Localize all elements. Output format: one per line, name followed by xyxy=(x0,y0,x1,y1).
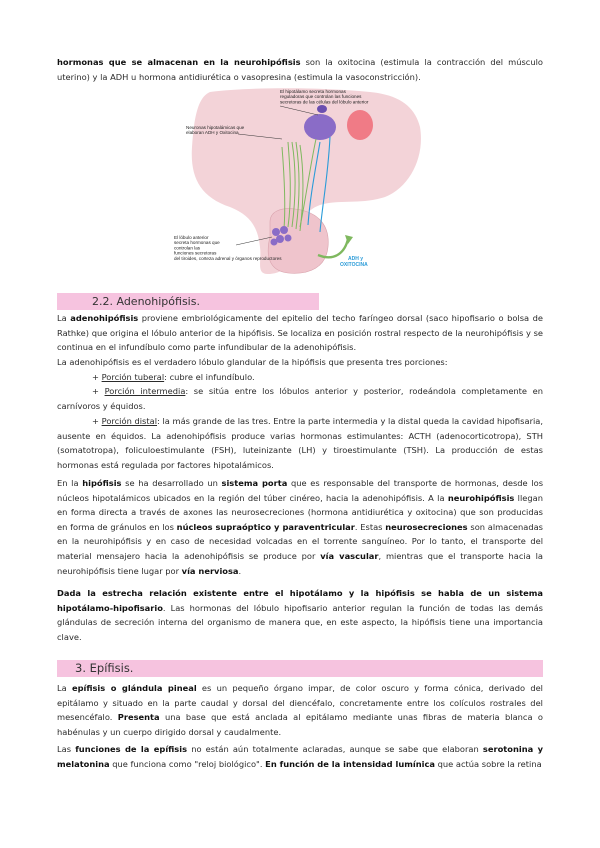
label-adh-line-1: ADH y xyxy=(348,256,364,262)
bullet-tuberal-text: : cubre el infundíbulo. xyxy=(164,372,255,382)
p3-bold-neurosecreciones: neurosecreciones xyxy=(385,521,468,532)
p3-bold-via-vascular: vía vascular xyxy=(320,550,379,561)
p3-pre: En la xyxy=(57,478,83,488)
label-adh-line-2: OXITOCINA xyxy=(340,262,368,268)
intro-paragraph xyxy=(57,55,543,84)
p4-text: . Las hormonas del lóbulo hipofisario anterior regulan la función de todas las demás glándulas de secreción interna del organismo de manera que, en este aspecto, la hipófisis tiene una importancia clave. xyxy=(57,602,543,642)
p3-t7: . xyxy=(238,565,242,576)
ep1-t2: una base que está anclada al epitálamo mediante unas fibras de materia blanca o habénulas y un cuerpo dirigido dorsal y caudalmente. xyxy=(57,712,543,737)
label-bottom-line-1: El lóbulo anterior xyxy=(174,235,209,240)
p3-t3: llegan en forma directa a través de axones las neurosecreciones (hormona antidiurética y oxitocina) que son producidas en forma de gránulos en los xyxy=(57,492,543,532)
adeno-paragraph-1 xyxy=(57,311,543,355)
label-bottom-line-4: funciones secretoras xyxy=(174,250,217,256)
bullet-marker-3: + xyxy=(92,416,102,426)
neuron-cell-body xyxy=(304,114,336,140)
neuron-nucleus xyxy=(317,105,327,113)
section-22-heading: 2.2. Adenohipófisis. xyxy=(92,295,200,308)
label-left-line-2: elaboran ADH y Oxitocina xyxy=(186,130,239,136)
adeno-p1-text: proviene embriológicamente del epitelio del techo faríngeo dorsal (saco hipofisario o bolsa de Rathke) que origina el lóbulo anterior de la hipófisis. Se localiza en posición rostral respecto de la neurohipófisis y se continua en el infundíbulo como parte infundibular de la adenohipófisis. xyxy=(57,313,543,353)
p3-bold-neurohipofisis: neurohipófisis xyxy=(447,492,515,503)
ep1-pre: La xyxy=(57,683,72,693)
bullet-marker-2: + xyxy=(92,386,105,396)
label-left-line-1: Neuronas hipotalámicas que xyxy=(186,125,245,130)
ep2-bold-intensidad: En función de la intensidad lumínica xyxy=(265,758,435,769)
ep1-bold-presenta: Presenta xyxy=(117,712,160,723)
ep2-t2: que funciona como "reloj biológico". xyxy=(109,758,266,769)
bullet-marker-1: + xyxy=(92,372,102,382)
p3-t2: que es responsable del transporte de hormonas, desde los núcleos hipotalámicos ubicados en la región del túber cinéreo, hacia la adenohipófisis. A la xyxy=(57,478,544,503)
p3-t4: . Estas xyxy=(354,521,386,532)
intro-bold: hormonas que se almacenan en la neurohipófisis xyxy=(57,57,301,67)
p3-bold-sistema-porta: sistema porta xyxy=(221,478,288,488)
section-3-heading: 3. Epífisis. xyxy=(75,661,134,675)
adeno-p1-bold: adenohipófisis xyxy=(70,313,139,323)
adeno-paragraph-3 xyxy=(57,476,543,578)
ep2-bold-serotonina: serotonina y melatonina xyxy=(57,744,544,769)
bullet-distal xyxy=(57,414,543,472)
bullet-intermedia-text: : se sitúa entre los lóbulos anterior y posterior, rodeándola completamente en carnívoros y équidos. xyxy=(57,386,543,411)
ep2-t3: que actúa sobre la retina xyxy=(435,758,542,769)
ep1-bold-epifisis: epífisis o glándula pineal xyxy=(71,683,197,693)
label-top-line-1: El hipotálamo secreta hormonas xyxy=(280,89,346,94)
bullet-intermedia xyxy=(57,384,543,413)
p3-bold-hipofisis: hipófisis xyxy=(82,478,122,488)
optic-chiasm xyxy=(347,110,373,140)
adeno-p1-pre: La xyxy=(57,313,71,323)
p3-t5: son almacenadas en la neurohipófisis y en caso de necesidad volcadas en el torrente sanguíneo. Por lo tanto, el transporte del material mensajero hacia la adenohipófisis se produce por xyxy=(57,521,544,561)
p3-bold-nucleos: núcleos supraóptico y paraventricular xyxy=(176,521,355,532)
label-bottom-line-2: secreta hormonas que xyxy=(174,240,220,246)
label-top-line-3: secretoras de las células del lóbulo anterior xyxy=(280,99,369,105)
figure-label-adh xyxy=(340,256,368,268)
label-bottom-line-5: del tiroides, corteza adrenal y órganos reproductores xyxy=(174,255,282,261)
ep2-t1: no están aún totalmente aclaradas, aunque se sabe que elaboran xyxy=(187,744,483,754)
p3-bold-via-nerviosa: vía nerviosa xyxy=(181,565,239,576)
p3-t1: se ha desarrollado un xyxy=(121,478,222,488)
figure-label-left xyxy=(186,125,246,135)
adeno-paragraph-2: La adenohipófisis es el verdadero lóbulo glandular de la hipófisis que presenta tres porciones: xyxy=(57,357,448,367)
hypothalamus-pituitary-figure xyxy=(170,87,428,277)
bullet-tuberal-term: Porción tuberal xyxy=(101,372,165,382)
epifisis-paragraph-1 xyxy=(57,681,543,739)
bullet-distal-term: Porción distal xyxy=(101,416,158,426)
p4-bold: Dada la estrecha relación existente entre el hipotálamo y la hipófisis se habla de un sistema hipotálamo-hipofisario xyxy=(57,588,543,613)
ep2-bold-funciones: funciones de la epífisis xyxy=(75,744,188,754)
epifisis-paragraph-2 xyxy=(57,742,543,771)
label-top-line-2: reguladoras que controlan las funciones xyxy=(280,94,362,100)
label-bottom-line-3: controlan las xyxy=(174,245,201,251)
intro-text: son la oxitocina (estimula la contracción del músculo uterino) y la ADH u hormona antidiurética o vasopresina (estimula la vasoconstricción). xyxy=(57,57,543,82)
p3-t6: , mientras que el transporte hacia la neurohipófisis tiene lugar por xyxy=(57,550,544,576)
adeno-paragraph-4 xyxy=(57,586,543,644)
bullet-tuberal xyxy=(92,370,543,385)
bullet-intermedia-term: Porción intermedia xyxy=(104,386,186,396)
ep1-t1: es un pequeño órgano impar, de color oscuro y forma cónica, derivado del epitálamo y situado en la parte caudal y dorsal del diencéfalo, concretamente entre los colículos rostrales del mesencéfalo. xyxy=(57,683,543,723)
bullet-distal-text: : la más grande de las tres. Entre la parte intermedia y la distal queda la cavidad hipofisaria, ausente en équidos. La adenohipófisis produce varias hormonas estimulantes: ACTH (adenocorticotropa), STH (somatotropa), foliculoestimulante (FSH), luteinizante (LH) y tiroestimulante (TSH). La producción de estas hormonas está regulada por factores hipotalámicos. xyxy=(57,416,544,470)
ep2-pre: Las xyxy=(57,744,76,754)
